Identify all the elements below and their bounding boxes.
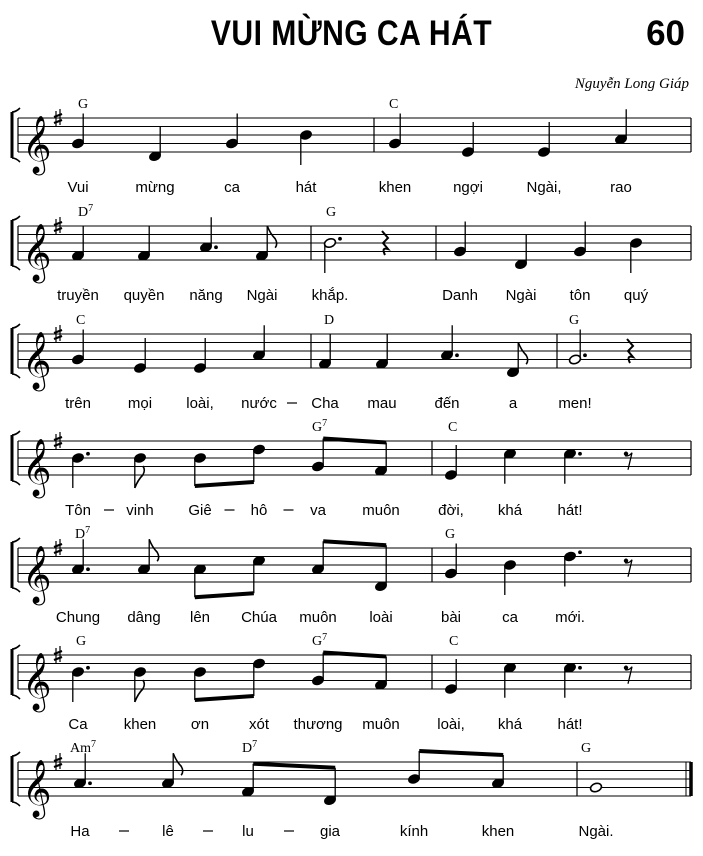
svg-text:𝄞: 𝄞 xyxy=(22,652,52,710)
song-title: VUI MỪNG CA HÁT xyxy=(210,14,493,53)
note xyxy=(133,666,146,702)
lyric-syllable: men! xyxy=(558,395,592,412)
rest xyxy=(624,452,632,470)
staff-system xyxy=(18,118,691,152)
note xyxy=(137,226,150,262)
chord-symbol: $G^7$ xyxy=(312,418,328,435)
chord-symbol: Am$^7$ xyxy=(70,739,96,756)
note xyxy=(133,452,146,488)
treble-clef-icon xyxy=(22,545,52,606)
beam xyxy=(323,541,386,545)
lyric-syllable: Ca xyxy=(68,716,88,733)
lyric-syllable: hô xyxy=(250,502,268,519)
lyric-syllable: Tôn xyxy=(65,502,91,519)
note xyxy=(199,217,218,253)
note xyxy=(193,338,206,374)
chord-symbol: D xyxy=(324,313,335,328)
note xyxy=(73,753,92,789)
staff-system xyxy=(18,334,691,368)
composer-credit: Nguyễn Long Giáp xyxy=(574,76,689,92)
lyric-syllable: Ha xyxy=(70,823,90,840)
chord-symbol: $G^7$ xyxy=(312,632,328,649)
lyric-syllable: va xyxy=(310,502,326,519)
lyric-syllable: loài, xyxy=(437,716,465,733)
chord-symbol: G xyxy=(78,97,89,112)
treble-clef-icon xyxy=(22,438,52,499)
lyric-syllable: Chúa xyxy=(241,609,277,626)
lyric-syllable: truyền xyxy=(57,287,99,304)
beam xyxy=(323,653,386,657)
note xyxy=(453,222,466,258)
lyric-syllable: dâng xyxy=(127,609,161,626)
lyric-syllable: ca xyxy=(224,179,240,196)
lyric-syllable: muôn xyxy=(362,716,400,733)
chord-symbol: G xyxy=(76,634,87,649)
chord-symbol: $D^7$ xyxy=(75,525,91,542)
lyric-syllable: trên xyxy=(65,395,91,412)
note xyxy=(388,114,401,150)
lyric-syllable: khen xyxy=(378,179,412,196)
chord-symbol: G xyxy=(445,527,456,542)
note xyxy=(71,666,90,702)
svg-text:𝄞: 𝄞 xyxy=(22,545,52,603)
note xyxy=(444,544,457,580)
note xyxy=(161,753,182,789)
note xyxy=(299,129,312,165)
staff-system xyxy=(18,548,691,582)
note xyxy=(503,448,516,484)
beam xyxy=(195,696,254,700)
note xyxy=(503,662,516,698)
lyric-syllable: hát! xyxy=(557,716,583,733)
staff-system xyxy=(18,441,691,475)
treble-clef-icon xyxy=(22,115,52,176)
chord-symbol: C xyxy=(449,634,459,649)
treble-clef-icon xyxy=(22,652,52,713)
note xyxy=(563,448,582,484)
chord-symbol: C xyxy=(448,420,458,435)
beam xyxy=(195,482,254,486)
lyric-syllable: hát xyxy=(295,179,317,196)
rest xyxy=(624,559,632,577)
beam xyxy=(253,764,335,768)
lyric-syllable: gia xyxy=(319,823,341,840)
svg-text:𝄞: 𝄞 xyxy=(22,438,52,496)
lyric-syllable: Ngài xyxy=(246,287,278,304)
lyric-syllable: đến xyxy=(434,395,460,412)
lyric-syllable: loài, xyxy=(186,395,214,412)
lyric-syllable: vinh xyxy=(126,502,154,519)
chord-symbol: $D^7$ xyxy=(242,739,258,756)
chord-symbol: $D^7$ xyxy=(78,203,94,220)
lyric-syllable: muôn xyxy=(299,609,337,626)
note xyxy=(71,226,84,262)
note xyxy=(629,237,642,273)
staff-system xyxy=(18,762,691,796)
note xyxy=(252,325,265,361)
treble-clef-icon xyxy=(22,759,52,820)
note xyxy=(614,109,627,145)
lyric-syllable: Giê xyxy=(188,502,212,519)
svg-text:𝄞: 𝄞 xyxy=(22,331,52,389)
lyric-syllable: lu xyxy=(242,823,254,840)
lyric-syllable: Ngài, xyxy=(526,179,562,196)
svg-text:𝄞: 𝄞 xyxy=(22,223,52,281)
note xyxy=(514,234,527,270)
lyric-syllable: ơn xyxy=(190,716,210,733)
lyric-syllable: Ngài. xyxy=(578,823,614,840)
lyric-syllable: Danh xyxy=(442,287,478,304)
note xyxy=(461,122,474,158)
beam xyxy=(323,439,386,443)
note xyxy=(148,126,161,162)
lyric-syllable: khen xyxy=(123,716,157,733)
lyric-syllable: khen xyxy=(481,823,515,840)
lyric-syllable: kính xyxy=(399,823,429,840)
lyric-syllable: Chung xyxy=(55,609,101,626)
note xyxy=(589,782,602,793)
lyric-syllable: a xyxy=(508,395,518,412)
lyric-syllable: lên xyxy=(189,609,211,626)
lyric-syllable: loài xyxy=(369,609,393,626)
lyric-syllable: bài xyxy=(440,609,462,626)
chord-symbol: C xyxy=(76,313,86,328)
note xyxy=(444,445,457,481)
lyric-syllable: quyền xyxy=(123,287,165,304)
note xyxy=(225,114,238,150)
lyric-syllable: khá xyxy=(497,502,523,519)
lyric-syllable: Ngài xyxy=(505,287,537,304)
lyric-syllable: hát! xyxy=(557,502,583,519)
lyric-syllable: nước xyxy=(241,395,277,412)
note xyxy=(137,539,158,575)
chord-symbol: C xyxy=(389,97,399,112)
lyric-syllable: mừng xyxy=(135,179,175,196)
note xyxy=(71,330,84,366)
note xyxy=(71,452,90,488)
staff-system xyxy=(18,655,691,689)
rest xyxy=(624,666,632,684)
lyric-syllable: Vui xyxy=(67,179,89,196)
note xyxy=(133,338,146,374)
chord-symbol: G xyxy=(581,741,592,756)
note xyxy=(323,237,342,273)
song-number: 60 xyxy=(646,14,685,53)
note xyxy=(563,662,582,698)
lyric-syllable: khắp. xyxy=(311,287,349,304)
lyric-syllable: ca xyxy=(502,609,518,626)
note xyxy=(71,114,84,150)
note xyxy=(563,550,582,586)
chord-symbol: G xyxy=(569,313,580,328)
note xyxy=(375,334,388,370)
lyric-syllable: thương xyxy=(293,716,343,733)
lyric-syllable: mới. xyxy=(555,609,585,626)
note xyxy=(440,325,459,361)
lyric-syllable: mọi xyxy=(127,395,153,412)
beam xyxy=(419,751,503,755)
lyric-syllable: xót xyxy=(248,716,270,733)
note xyxy=(444,659,457,695)
lyric-syllable: mau xyxy=(367,395,397,412)
lyric-syllable: khá xyxy=(497,716,523,733)
note xyxy=(255,226,276,262)
lyric-syllable: quý xyxy=(623,287,649,304)
svg-text:𝄞: 𝄞 xyxy=(22,759,52,817)
staff-system xyxy=(18,226,691,260)
lyric-syllable: Cha xyxy=(311,395,339,412)
note xyxy=(573,222,586,258)
note xyxy=(71,539,90,575)
note xyxy=(537,122,550,158)
lyric-syllable: lê xyxy=(162,823,174,840)
svg-text:𝄞: 𝄞 xyxy=(22,115,52,173)
lyric-syllable: năng xyxy=(189,287,223,304)
treble-clef-icon xyxy=(22,223,52,284)
chord-symbol: G xyxy=(326,205,337,220)
note xyxy=(318,334,331,370)
treble-clef-icon xyxy=(22,331,52,392)
lyric-syllable: muôn xyxy=(362,502,400,519)
lyric-syllable: ngợi xyxy=(453,179,483,196)
note xyxy=(506,342,527,378)
lyric-syllable: rao xyxy=(610,179,632,196)
beam xyxy=(195,593,254,597)
note xyxy=(503,559,516,595)
lyric-syllable: tôn xyxy=(569,287,591,304)
lyric-syllable: đời, xyxy=(438,502,464,519)
